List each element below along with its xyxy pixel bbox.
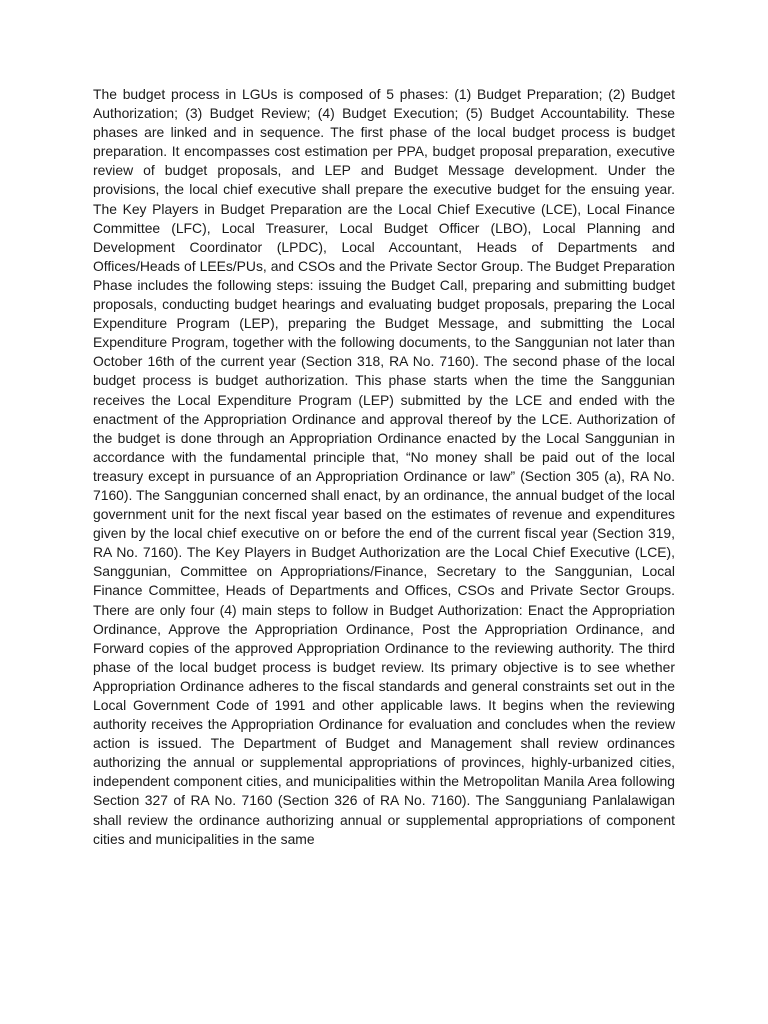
body-paragraph: The budget process in LGUs is composed of 5 phases: (1) Budget Preparation; (2) Budget Authorization; (3) Budget Review; (4) Budget Execution; (5) Budget Accountability. These phases are linked and in sequence. The first phase of the local budget process is budget preparation. It encompasses cost estimation per PPA, budget proposal preparation, executive review of budget proposals, and LEP and Budget Message development. Under the provisions, the local chief executive shall prepare the executive budget for the ensuing year. The Key Players in Budget Preparation are the Local Chief Executive (LCE), Local Finance Committee (LFC), Local Treasurer, Local Budget Officer (LBO), Local Planning and Development Coordinator (LPDC), Local Accountant, Heads of Departments and Offices/Heads of LEEs/PUs, and CSOs and the Private Sector Group. The Budget Preparation Phase includes the following steps: issuing the Budget Call, preparing and submitting budget proposals, conducting budget hearings and evaluating budget proposals, preparing the Local Expenditure Program (LEP), preparing the Budget Message, and submitting the Local Expenditure Program, together with the following documents, to the Sanggunian not later than October 16th of the current year (Section 318, RA No. 7160). The second phase of the local budget process is budget authorization. This phase starts when the time the Sanggunian receives the Local Expenditure Program (LEP) submitted by the LCE and ended with the enactment of the Appropriation Ordinance and approval thereof by the LCE. Authorization of the budget is done through an Appropriation Ordinance enacted by the Local Sanggunian in accordance with the fundamental principle that, “No money shall be paid out of the local treasury except in pursuance of an Appropriation Ordinance or law” (Section 305 (a), RA No. 7160). The Sanggunian concerned shall enact, by an ordinance, the annual budget of the local government unit for the next fiscal year based on the estimates of revenue and expenditures given by the local chief executive on or before the end of the current fiscal year (Section 319, RA No. 7160). The Key Players in Budget Authorization are the Local Chief Executive (LCE), Sanggunian, Committee on Appropriations/Finance, Secretary to the Sanggunian, Local Finance Committee, Heads of Departments and Offices, CSOs and Private Sector Groups. There are only four (4) main steps to follow in Budget Authorization: Enact the Appropriation Ordinance, Approve the Appropriation Ordinance, Post the Appropriation Ordinance, and Forward copies of the approved Appropriation Ordinance to the reviewing authority. The third phase of the local budget process is budget review. Its primary objective is to see whether Appropriation Ordinance adheres to the fiscal standards and general constraints set out in the Local Government Code of 1991 and other applicable laws. It begins when the reviewing authority receives the Appropriation Ordinance for evaluation and concludes when the review action is issued. The Department of Budget and Management shall review ordinances authorizing the annual or supplemental appropriations of provinces, highly-urbanized cities, independent component cities, and municipalities within the Metropolitan Manila Area following Section 327 of RA No. 7160 (Section 326 of RA No. 7160). The Sangguniang Panlalawigan shall review the ordinance authorizing annual or supplemental appropriations of component cities and municipalities in the same (93, 86, 675, 847)
